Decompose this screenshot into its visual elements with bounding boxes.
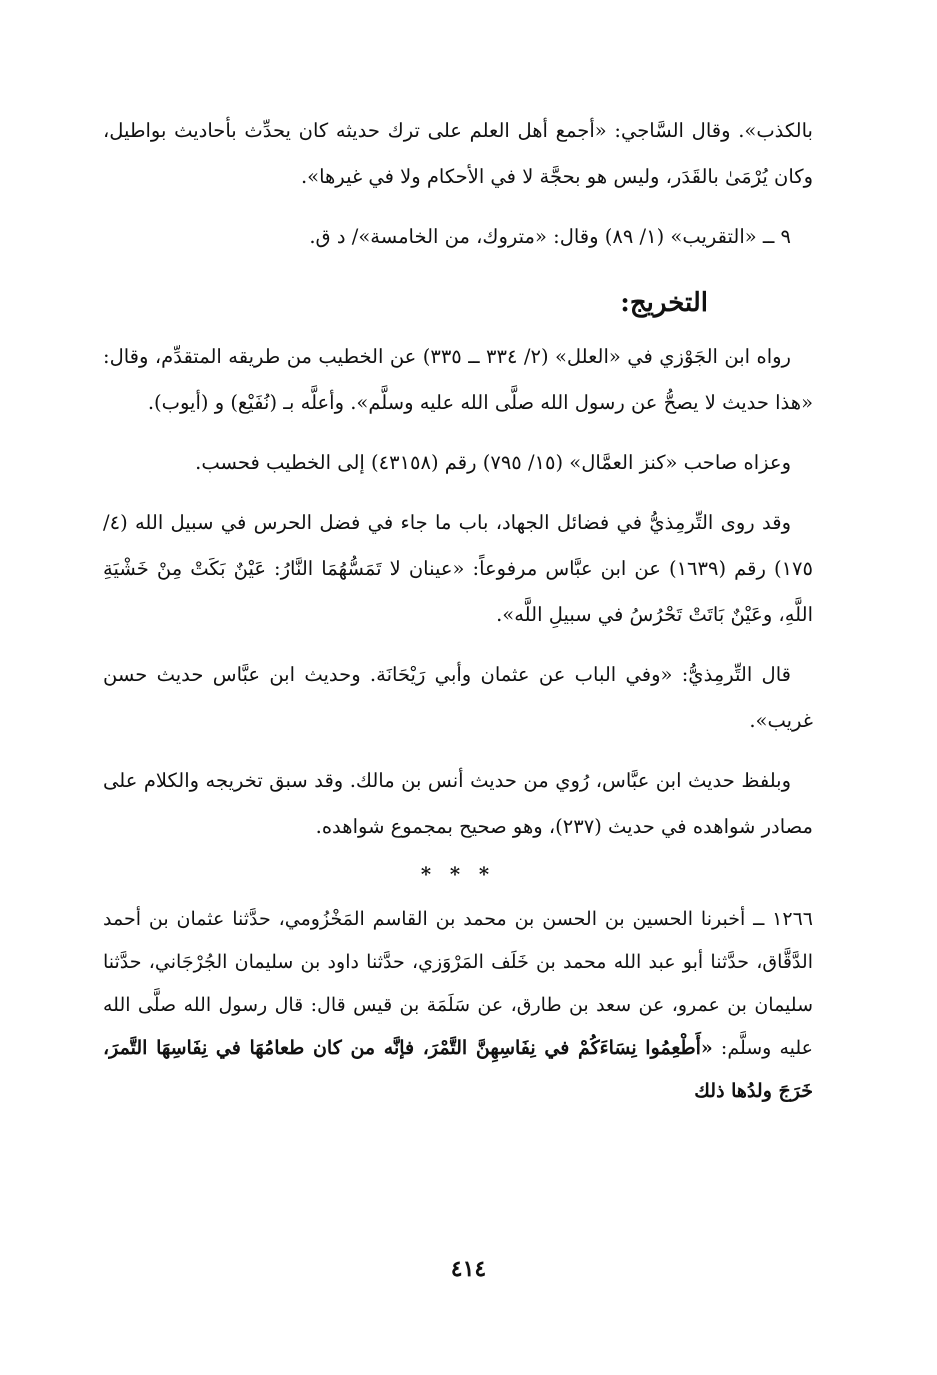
document-page [103, 108, 813, 1113]
paragraph-taqrib-reference: ٩ ــ «التقريب» (١/ ٨٩) وقال: «متروك، من الخامسة»/ د ق. [309, 225, 791, 248]
paragraph-tirmidhi-comment: قال التِّرمِذيُّ: «وفي الباب عن عثمان وأبي رَيْحَانَة. وحديث ابن عبَّاس حديث حسن غريب». [103, 663, 813, 732]
paragraph-tirmidhi-narration: وقد روى التِّرمِذيُّ في فضائل الجهاد، باب ما جاء في فضل الحرس في سبيل الله (٤/ ١٧٥) رقم (١٦٣٩) عن ابن عبَّاس مرفوعاً: «عينان لا تَمَسُّهُمَا النَّارُ: عَيْنٌ بَكَتْ مِنْ خَشْيَةِ اللَّهِ، وعَيْنٌ بَاتَتْ تَحْرُسُ في سبيلِ اللَّه». [103, 511, 813, 626]
paragraph-kanz-al-ummal: وعزاه صاحب «كنز العمَّال» (١٥/ ٧٩٥) رقم (٤٣١٥٨) إلى الخطيب فحسب. [195, 451, 791, 474]
paragraph-ibn-abbas-wording: وبلفظ حديث ابن عبَّاس، رُوي من حديث أنس بن مالك. وقد سبق تخريجه والكلام على مصادر شواهده في حديث (٢٣٧)، وهو صحيح بمجموع شواهده. [103, 769, 813, 838]
page-number: ٤١٤ [450, 1256, 487, 1282]
paragraph-sajis-statement: بالكذب». وقال السَّاجي: «أجمع أهل العلم على ترك حديثه كان يحدِّث بأحاديث بواطيل، وكان يُرْمَىٰ بالقَدَر، وليس هو بحجَّة لا في الأحكام ولا في غيرها». [103, 119, 813, 188]
section-separator-stars: * * * [420, 863, 496, 886]
hadith-isnad: ١٢٦٦ ــ أخبرنا الحسين بن الحسن بن محمد بن القاسم المَخْزُومي، حدَّثنا عثمان بن أحمد الدَّقَّاق، حدَّثنا أبو عبد الله محمد بن خَلَف المَرْوَزي، حدَّثنا داود بن سليمان الجُرْجَاني، حدَّثنا سليمان بن عمرو، عن سعد بن طارق، عن سَلَمَة بن قيس قال: قال رسول الله صلَّى الله عليه وسلَّم: [103, 908, 813, 1059]
hadith-1266 [103, 898, 813, 1113]
hadith-matn: «أَطْعِمُوا نِسَاءَكُمْ في نِفَاسِهِنَّ التَّمْرَ، فإنَّه من كان طعامُهَا في نِفَاسِهَا التَّمرَ، خَرَجَ ولدُها ذلك [103, 1037, 813, 1102]
paragraph-ibn-al-jawzi: رواه ابن الجَوْزي في «العلل» (٢/ ٣٣٤ ــ ٣٣٥) عن الخطيب من طريقه المتقدِّم، وقال: «هذا حديث لا يصحُّ عن رسول الله صلَّى الله عليه وسلَّم». وأعلَّه بـ (نُفَيْع) و (أيوب). [103, 345, 813, 414]
section-heading-takhrij: التخريج: [620, 288, 708, 318]
